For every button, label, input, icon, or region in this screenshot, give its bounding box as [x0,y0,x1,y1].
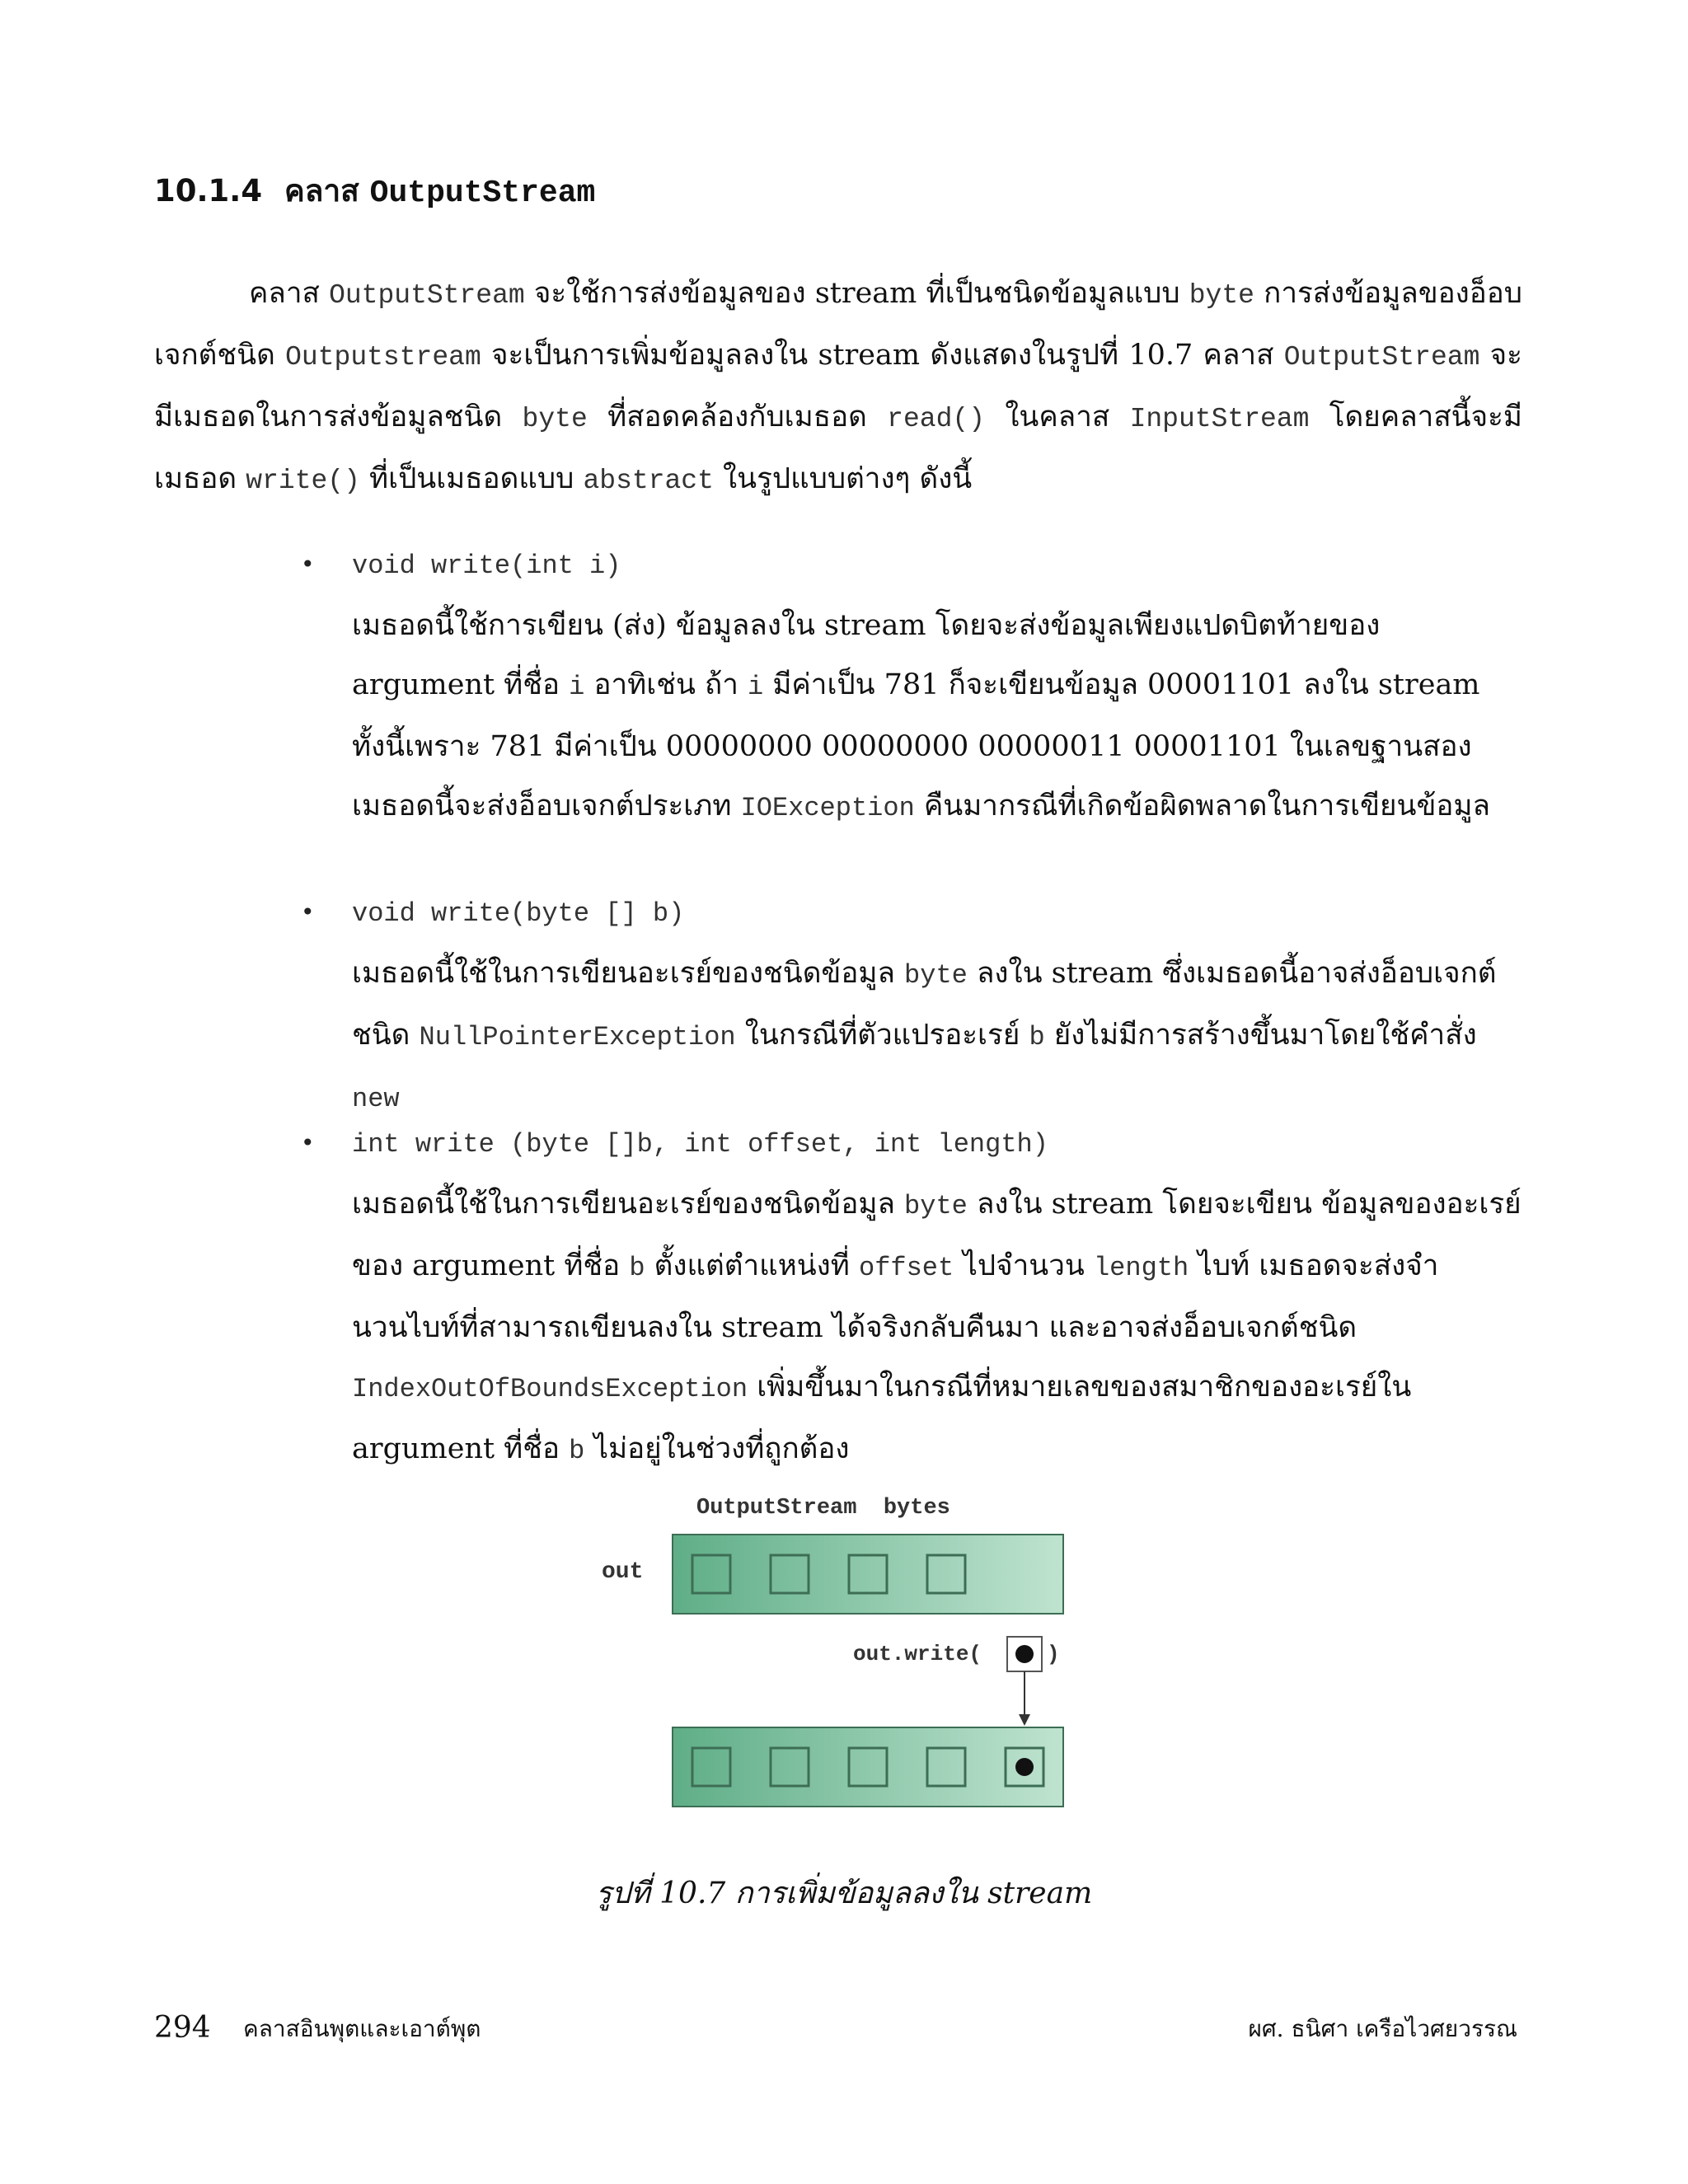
intro-text: โดยคลาสนี้จะมีเมธอด [154,401,1522,495]
desc-code: byte [904,1191,968,1221]
figure-caption: รูปที่ 10.7 การเพิ่มข้อมูลลงใน stream [595,1877,1093,1910]
bullet-icon: • [301,898,315,926]
intro-code: byte [522,404,588,434]
desc-code: new [352,1084,400,1114]
desc-code: i [569,672,585,702]
desc-text: ลงใน stream ซึ่งเมธอดนี้อาจส่งอ็อบเจกต์ชนิด [352,957,1497,1052]
intro-code: byte [1189,280,1254,311]
intro-code: abstract [583,466,714,496]
desc-text: ตั้งแต่ตำแหน่งที่ [645,1249,859,1282]
section-code: OutputStream [369,176,596,211]
desc-text: ไบท์ เมธอดจะส่งจำนวนไบท์ที่สามารถเขียนลงใน stream ได้จริงกลับคืนมา และอาจส่งอ็อบเจกต์ชนิด [352,1249,1439,1344]
method-description [352,944,1522,1129]
arrow-down-icon [1019,1714,1030,1726]
bullet-icon: • [301,551,315,578]
desc-code: i [747,672,764,702]
desc-code: length [1093,1253,1189,1283]
bullet-icon: • [301,1129,315,1156]
intro-text: จะใช้การส่งข้อมูลของ stream ที่เป็นชนิดข้อมูลแบบ [524,277,1189,310]
desc-text: เมธอดนี้ใช้ในการเขียนอะเรย์ของชนิดข้อมูล [352,1188,905,1221]
intro-text: จะเป็นการเพิ่มข้อมูลลงใน stream ดังแสดงในรูปที่ 10.7 คลาส [481,339,1284,372]
desc-text: อาทิเช่น ถ้า [584,668,748,701]
desc-text: ยังไม่มีการสร้างขึ้นมาโดยใช้คำสั่ง [1044,1019,1477,1052]
desc-text: คืนมากรณีที่เกิดข้อผิดพลาดในการเขียนข้อมูล [914,790,1490,823]
desc-code: NullPointerException [419,1022,736,1052]
intro-code: OutputStream [1283,342,1480,373]
desc-code: b [569,1436,585,1466]
desc-code: IndexOutOfBoundsException [352,1374,748,1404]
desc-code: b [1029,1022,1045,1052]
desc-code: IOException [740,793,915,823]
desc-text: ลงใน stream โดยจะเขียน ข้อมูลของอะเรย์ของ argument ที่ชื่อ [352,1188,1522,1282]
intro-code: OutputStream [329,280,525,311]
desc-text: เมธอดนี้ใช้ในการเขียนอะเรย์ของชนิดข้อมูล [352,957,905,990]
desc-text: ในกรณีที่ตัวแปรอะเรย์ [735,1019,1029,1052]
intro-code: Outputstream [285,342,481,373]
desc-code: b [629,1253,645,1283]
byte-dot-icon [1015,1645,1034,1663]
method-description [352,1174,1522,1481]
write-call-text: out.write( [853,1642,982,1666]
intro-text: ที่สอดคล้องกับเมธอด [587,401,888,434]
figure-header: OutputStream bytes [696,1496,950,1521]
desc-code: offset [858,1253,954,1283]
desc-code: byte [904,960,968,991]
desc-text: ไม่อยู่ในช่วงที่ถูกต้อง [584,1432,850,1465]
intro-text: จะมีเมธอดในการส่งข้อมูลชนิด [154,339,1522,434]
section-heading [154,166,595,215]
intro-text: การส่งข้อมูลของอ็อบเจกต์ชนิด [154,277,1522,372]
intro-text: ในคลาส [985,401,1130,434]
desc-text: เพิ่มขึ้นมาในกรณีที่หมายเลขของสมาชิกของอะเรย์ใน argument ที่ชื่อ [352,1371,1412,1465]
written-byte-dot-icon [1015,1758,1034,1776]
desc-text: ไปจำนวน [954,1249,1094,1282]
method-description [352,596,1522,838]
method-signature: void write(byte [] b) [352,898,685,929]
intro-code: InputStream [1129,404,1310,434]
output-stream-figure [577,1483,1104,1830]
section-prefix: คลาส [284,173,359,209]
intro-text: ที่เป็นเมธอดแบบ [359,462,584,495]
footer-author: ผศ. ธนิศา เครือไวศยวรรณ [1248,2015,1517,2042]
desc-text: มีค่าเป็น 781 ก็จะเขียนข้อมูล 00001101 ลงใน stream ทั้งนี้เพราะ 781 มีค่าเป็น 00000000 00000000 00000011 00001101 ในเลขฐานสอง เมธอดนี้จะส่งอ็อบเจกต์ประเภท [352,668,1480,823]
page-number: 294 [154,2011,211,2045]
desc-text: เมธอดนี้ใช้การเขียน (ส่ง) ข้อมูลลงใน stream โดยจะส่งข้อมูลเพียงแปดบิตท้ายของ argument ที่ชื่อ [352,609,1381,701]
intro-text: คลาส [249,277,320,310]
stream-label: out [602,1559,644,1585]
method-signature: void write(int i) [352,551,621,581]
intro-code: read() [887,404,985,434]
intro-text: ในรูปแบบต่างๆ ดังนี้ [713,462,973,495]
footer-book-title: คลาสอินพุตและเอาต์พุต [243,2015,481,2042]
section-number: 10.1.4 [154,173,263,209]
method-signature: int write (byte []b, int offset, int length) [352,1129,1048,1160]
intro-paragraph [154,264,1522,511]
intro-code: write() [246,466,360,496]
write-call-close: ) [1047,1642,1060,1666]
